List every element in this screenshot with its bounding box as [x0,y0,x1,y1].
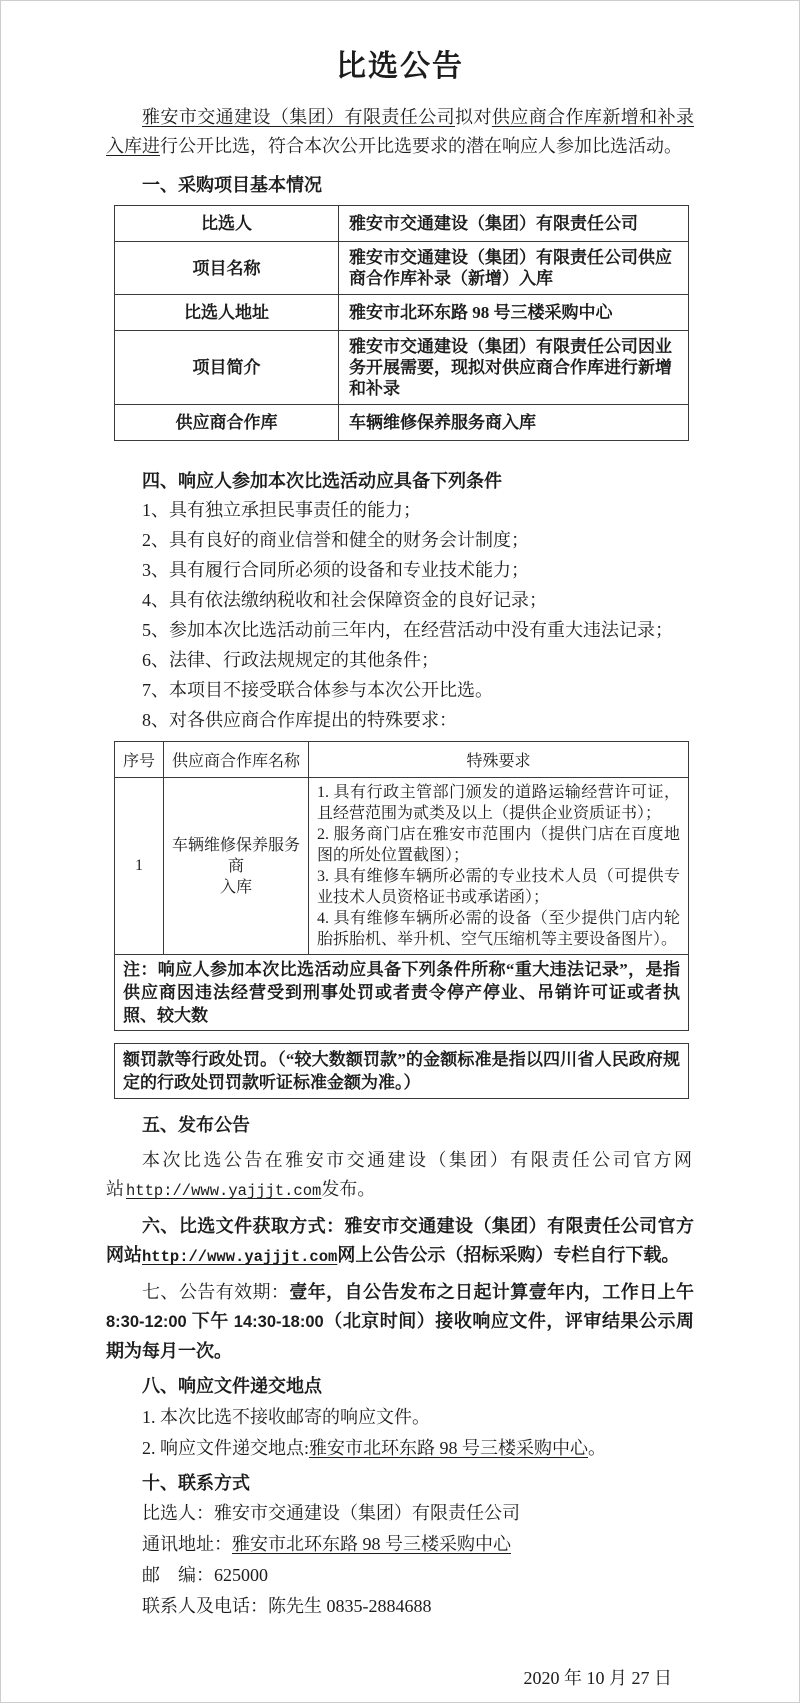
section-heading-4: 四、响应人参加本次比选活动应具备下列条件 [142,471,502,491]
special-requirements-table [114,741,689,1031]
doc-date: 2020 年 10 月 27 日 [523,1668,672,1688]
announcement-suffix: 发布。 [321,1179,376,1199]
condition-item: 4、具有依法缴纳税收和社会保障资金的良好记录； [142,590,547,610]
row-value: 车辆维修保养服务商入库 [339,405,689,441]
condition-item: 1、具有独立承担民事责任的能力； [142,500,421,520]
section-heading-1: 一、采购项目基本情况 [142,175,322,195]
document-access-paragraph [106,1212,694,1272]
validity-mid-text: 下午 [186,1311,234,1331]
row-label: 比选人 [115,206,339,242]
intro-scope-underlined: 供应商合作库新增和补录入库进 [106,107,695,156]
table-row [115,242,689,295]
contact-line-postcode: 邮 编：625000 [142,1565,268,1585]
announcement-text: 本次比选公告在雅安市交通建设（集团）有限责任公司官方网站 [106,1150,694,1199]
morning-hours: 8:30-12:00 [106,1313,187,1331]
row-value: 雅安市交通建设（集团）有限责任公司供应商合作库补录（新增）入库 [339,242,689,295]
requirement-item: 4. 具有维修车辆所必需的设备（至少提供门店内轮胎拆胎机、举升机、空气压缩机等主要设备图片）。 [317,910,680,948]
condition-item: 6、法律、行政法规规定的其他条件； [142,650,439,670]
address-value-underlined: 雅安市北环东路 98 号三楼采购中心 [232,1534,511,1554]
condition-item: 3、具有履行合同所必须的设备和专业技术能力； [142,560,529,580]
table-row [115,778,689,955]
validity-text: 壹年，自公告发布之日起计算壹年内，工作日上午 [289,1282,694,1302]
table-row [115,295,689,331]
requirements-cell [309,778,689,955]
row-label: 项目名称 [115,242,339,295]
row-label: 供应商合作库 [115,405,339,441]
table-note: 注：响应人参加本次比选活动应具备下列条件所称“重大违法记录”，是指供应商因违法经营受到刑事处罚或者责令停产停业、吊销许可证或者执照、较大数 [115,955,689,1031]
requirement-item: 1. 具有行政主管部门颁发的道路运输经营许可证，且经营范围为贰类及以上（提供企业资质证书）； [317,784,680,822]
section-heading-8: 八、响应文件递交地点 [142,1376,322,1396]
section-heading-10: 十、联系方式 [142,1473,250,1493]
contact-line-bidder: 比选人：雅安市交通建设（集团）有限责任公司 [142,1503,520,1523]
requirement-item: 2. 服务商门店在雅安市范围内（提供门店在百度地图的所处位置截图）； [317,826,680,864]
library-name-line1: 车辆维修保养服务商 [171,836,300,875]
condition-item: 5、参加本次比选活动前三年内，在经营活动中没有重大违法记录； [142,620,673,640]
delivery-item [142,1434,694,1463]
table-header-requirements: 特殊要求 [309,742,689,778]
address-label: 通讯地址： [142,1534,232,1554]
delivery-item: 1. 本次比选不接收邮寄的响应文件。 [142,1407,430,1427]
validity-paragraph [106,1278,694,1366]
doc-title: 比选公告 [336,50,464,83]
validity-suffix: （北京时间）接收响应文件，评审结果公示周期为每月一次。 [106,1311,695,1361]
library-name-line2: 入库 [219,878,252,896]
condition-item: 7、本项目不接受联合体参与本次公开比选。 [142,680,493,700]
website-url: http://www.yajjjt.com [126,1182,322,1200]
validity-label: 七、公告有效期： [142,1282,290,1302]
table-row [115,405,689,441]
table-header-row [115,742,689,778]
announcement-paragraph [106,1146,694,1206]
intro-rest-text: 行公开比选，符合本次公开比选要求的潜在响应人参加比选活动。 [160,136,682,156]
table-header-no: 序号 [115,742,164,778]
row-label: 比选人地址 [115,295,339,331]
intro-mid-text: 拟对 [455,107,492,127]
section-gap [106,441,694,467]
table-header-name: 供应商合作库名称 [164,742,309,778]
table-row [115,331,689,405]
access-method-suffix: 网上公告公示（招标采购）专栏自行下载。 [337,1245,680,1265]
requirement-item: 3. 具有维修车辆所必需的专业技术人员（可提供专业技术人员资格证书或承诺函）； [317,868,680,906]
afternoon-hours: 14:30-18:00 [233,1313,324,1331]
delivery-address-suffix: 。 [588,1438,607,1458]
table-note-row [115,955,689,1031]
table-row [115,206,689,242]
condition-item: 8、对各供应商合作库提出的特殊要求： [142,710,457,730]
intro-paragraph [106,103,694,161]
note-continuation-box: 额罚款等行政处罚。（“较大数额罚款”的金额标准是指以四川省人民政府规定的行政处罚罚款听证标准金额为准。） [114,1043,689,1099]
row-value: 雅安市交通建设（集团）有限责任公司 [339,206,689,242]
website-url: http://www.yajjjt.com [142,1248,338,1266]
library-name-cell [164,778,309,955]
row-value: 雅安市北环东路 98 号三楼采购中心 [339,295,689,331]
intro-company-underlined: 雅安市交通建设（集团）有限责任公司 [142,107,456,127]
condition-item: 2、具有良好的商业信誉和健全的财务会计制度； [142,530,529,550]
section-heading-5: 五、发布公告 [142,1115,250,1135]
contact-line-phone: 联系人及电话：陈先生 0835-2884688 [142,1596,432,1616]
row-label: 项目简介 [115,331,339,405]
contact-line-address [142,1529,694,1560]
row-value: 雅安市交通建设（集团）有限责任公司因业务开展需要，现拟对供应商合作库进行新增和补录 [339,331,689,405]
access-method-text: 六、比选文件获取方式：雅安市交通建设（集团）有限责任公司官方网站 [106,1216,694,1265]
delivery-address-underlined: 雅安市北环东路 98 号三楼采购中心 [309,1438,589,1458]
delivery-address-label: 2. 响应文件递交地点: [142,1438,310,1458]
project-info-table [114,205,689,441]
seq-no-cell: 1 [115,778,164,955]
